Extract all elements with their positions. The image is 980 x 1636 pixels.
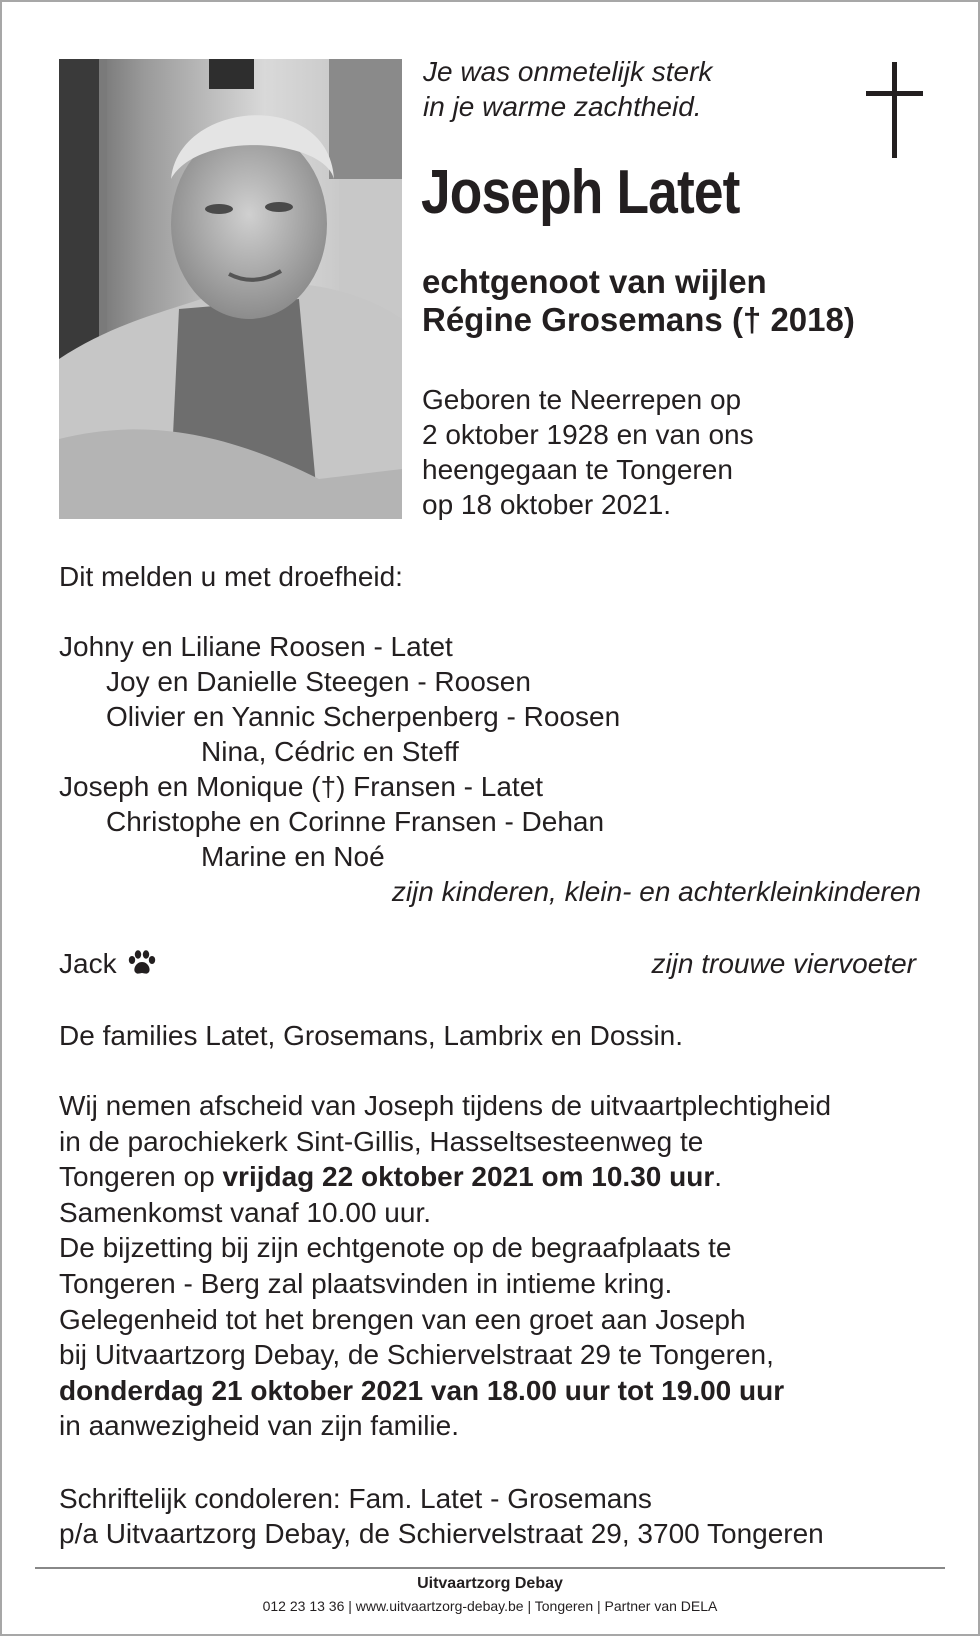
visitation-date: donderdag 21 oktober 2021 van 18.00 uur tot 19.00 uur — [59, 1374, 785, 1406]
birth-death-line: Geboren te Neerrepen op — [422, 384, 742, 415]
birth-death-line: heengegaan te Tongeren — [422, 454, 733, 485]
pet-line — [59, 946, 156, 984]
portrait-photo — [59, 59, 402, 519]
quote-line: in je warme zachtheid. — [423, 91, 702, 122]
spouse-info — [422, 263, 855, 339]
deceased-name: Joseph Latet — [421, 158, 740, 227]
cross-icon — [866, 62, 923, 158]
birth-death-line: 2 oktober 1928 en van ons — [422, 419, 754, 450]
ceremony-line: in aanwezigheid van zijn familie. — [59, 1410, 459, 1442]
quote-line: Je was onmetelijk sterk — [423, 56, 713, 87]
announcement-text: Dit melden u met droefheid: — [59, 561, 403, 592]
families-text: De families Latet, Grosemans, Lambrix en Dossin. — [59, 1020, 684, 1051]
memorial-quote — [423, 54, 712, 124]
family-line: Joseph en Monique (†) Fransen - Latet — [59, 771, 544, 802]
footer-divider — [35, 1567, 945, 1569]
ceremony-line: Tongeren - Berg zal plaatsvinden in intieme kring. — [59, 1267, 673, 1299]
spouse-line: Régine Grosemans († 2018) — [422, 301, 855, 338]
ceremony-text-part: . — [714, 1161, 723, 1193]
ceremony-line: Samenkomst vanaf 10.00 uur. — [59, 1196, 431, 1228]
family-line: Nina, Cédric en Steff — [201, 736, 459, 767]
ceremony-line: in de parochiekerk Sint-Gillis, Hasseltsesteenweg te — [59, 1125, 704, 1157]
birth-death-info — [422, 382, 754, 522]
ceremony-line: bij Uitvaartzorg Debay, de Schiervelstraat 29 te Tongeren, — [59, 1339, 774, 1371]
family-line: Marine en Noé — [201, 841, 385, 872]
ceremony-text-part: Tongeren op — [59, 1161, 223, 1193]
ceremony-line — [59, 1159, 831, 1195]
family-line: Joy en Danielle Steegen - Roosen — [106, 666, 531, 697]
ceremony-line: Wij nemen afscheid van Joseph tijdens de uitvaartplechtigheid — [59, 1090, 832, 1121]
paw-icon — [128, 949, 156, 984]
pet-name: Jack — [59, 948, 117, 979]
birth-death-line: op 18 oktober 2021. — [422, 489, 672, 520]
ceremony-line: De bijzetting bij zijn echtgenote op de begraafplaats te — [59, 1232, 732, 1264]
family-line: Olivier en Yannic Scherpenberg - Roosen — [106, 701, 621, 732]
pet-caption: zijn trouwe viervoeter — [651, 948, 916, 979]
condolence-line: Schriftelijk condoleren: Fam. Latet - Grosemans — [59, 1483, 652, 1514]
footer-contact-info: 012 23 13 36 | www.uitvaartzorg-debay.be | Tongeren | Partner van DELA — [262, 1598, 718, 1614]
family-line: Johny en Liliane Roosen - Latet — [59, 631, 453, 662]
family-line: Christophe en Corinne Fransen - Dehan — [106, 806, 605, 837]
ceremony-text — [59, 1088, 831, 1444]
condolence-line: p/a Uitvaartzorg Debay, de Schiervelstraat 29, 3700 Tongeren — [59, 1518, 824, 1549]
spouse-line: echtgenoot van wijlen — [422, 263, 767, 300]
ceremony-line: Gelegenheid tot het brengen van een groet aan Joseph — [59, 1303, 746, 1335]
ceremony-date: vrijdag 22 oktober 2021 om 10.30 uur — [222, 1161, 715, 1193]
family-caption: zijn kinderen, klein- en achterkleinkinderen — [391, 876, 921, 907]
footer-title: Uitvaartzorg Debay — [417, 1575, 563, 1592]
